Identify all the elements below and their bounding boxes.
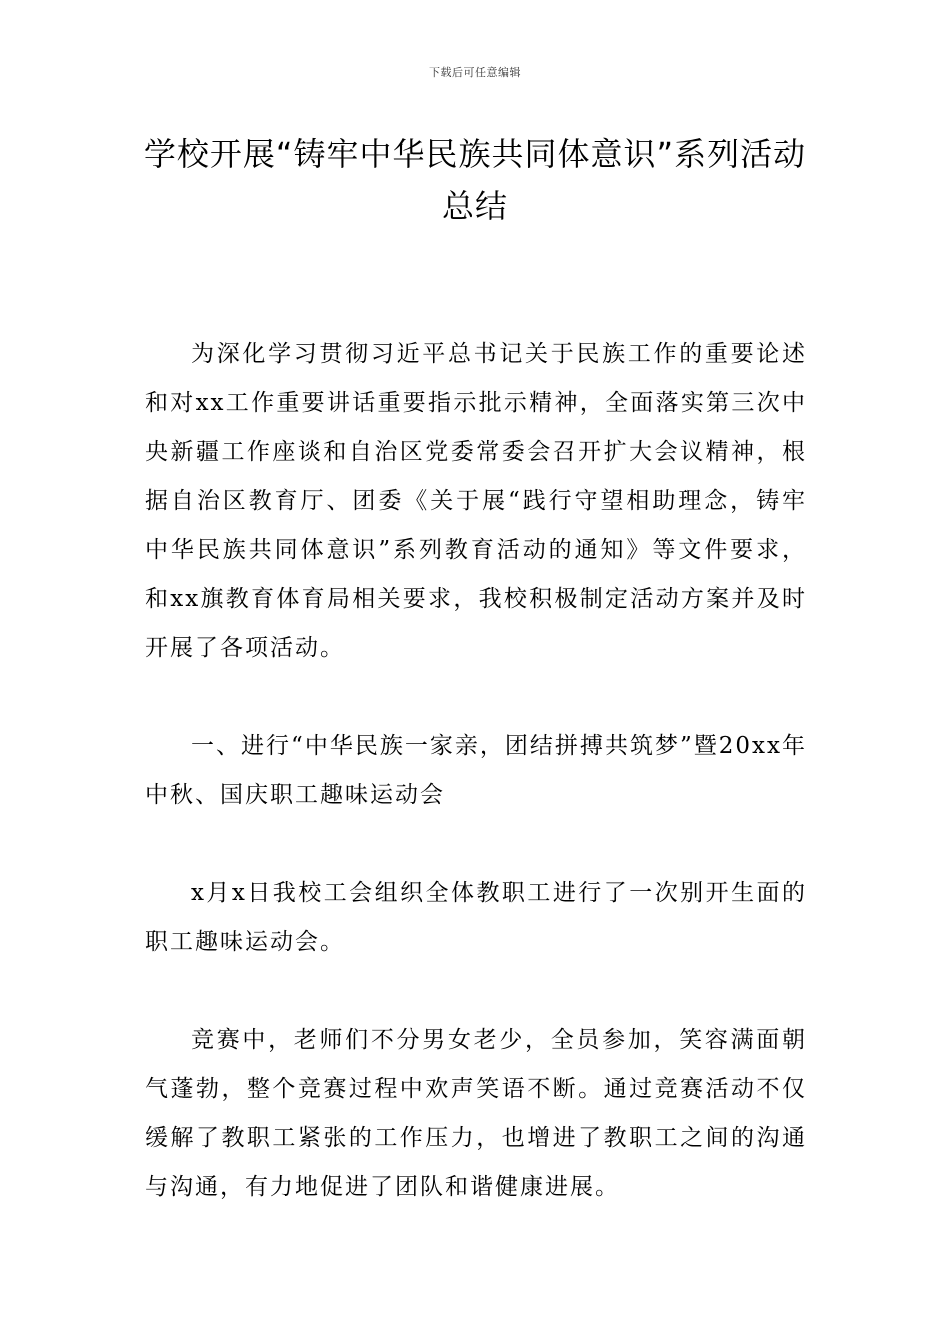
document-title: 学校开展“铸牢中华民族共同体意识”系列活动总结 (143, 135, 807, 225)
event-paragraph: x月x日我校工会组织全体教职工进行了一次别开生面的职工趣味运动会。 (145, 880, 807, 955)
header-note: 下载后可任意编辑 (429, 66, 521, 79)
intro-paragraph: 为深化学习贯彻习近平总书记关于民族工作的重要论述和对xx工作重要讲话重要指示批示精神，全面落实第三次中央新疆工作座谈和自治区党委常委会召开扩大会议精神，根据自治区教育厅、团委《关于展“践行守望相助理念，铸牢中华民族共同体意识”系列教育活动的通知》等文件要求，和xx旗教育体育局相关要求，我校积极制定活动方案并及时开展了各项活动。 (145, 341, 807, 661)
document-body (145, 330, 807, 1212)
competition-paragraph: 竞赛中，老师们不分男女老少，全员参加，笑容满面朝气蓬勃，整个竞赛过程中欢声笑语不断。通过竞赛活动不仅缓解了教职工紧张的工作压力，也增进了教职工之间的沟通与沟通，有力地促进了团队和谐健康进展。 (145, 1027, 807, 1200)
section-heading-1: 一、进行“中华民族一家亲，团结拼搏共筑梦”暨20xx年中秋、国庆职工趣味运动会 (145, 733, 807, 808)
